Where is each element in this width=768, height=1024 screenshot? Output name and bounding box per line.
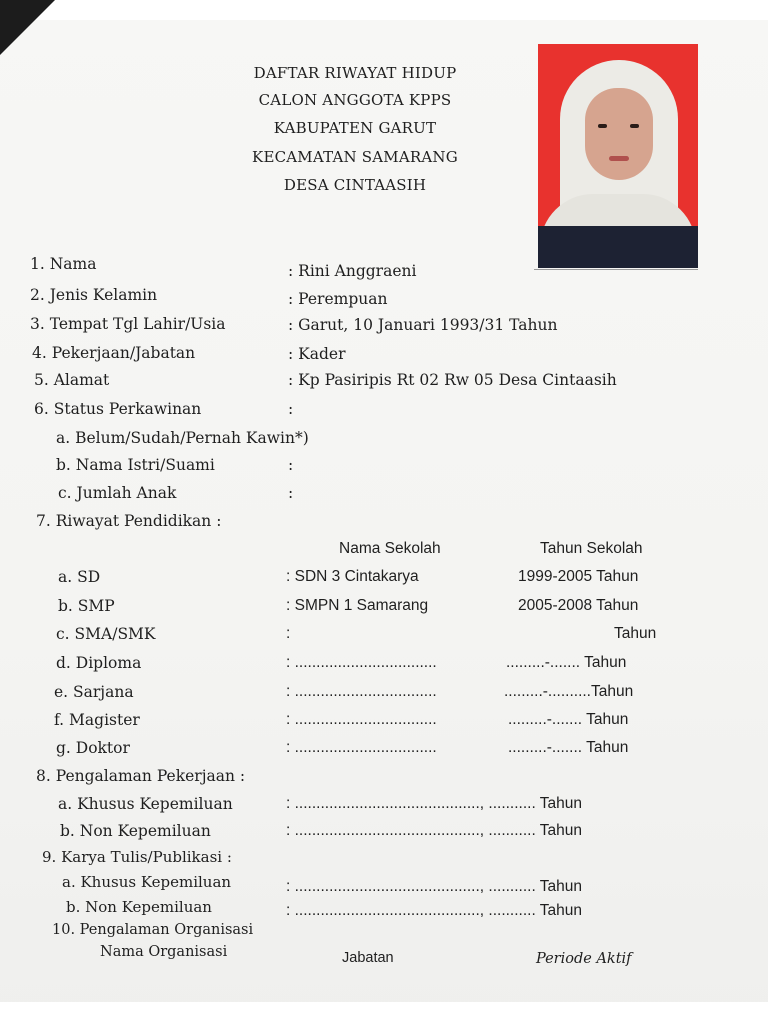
education-year: .........-....... Tahun xyxy=(508,739,629,756)
field-value: : Perempuan xyxy=(288,290,388,308)
work-label: a. Khusus Kepemiluan xyxy=(58,795,233,813)
header-subtitle: CALON ANGGOTA KPPS xyxy=(258,91,452,109)
field-value: : Rini Anggraeni xyxy=(288,262,417,280)
education-year: .........-..........Tahun xyxy=(504,683,634,700)
field-value: : xyxy=(288,456,294,474)
photo-eye-left xyxy=(598,124,607,128)
corner-fold xyxy=(0,0,55,55)
education-year: .........-....... Tahun xyxy=(506,654,627,671)
field-value: : Garut, 10 Januari 1993/31 Tahun xyxy=(288,316,558,334)
education-level: b. SMP xyxy=(58,597,115,615)
education-school: : xyxy=(286,625,291,642)
education-year: Tahun xyxy=(614,625,657,642)
field-label: 3. Tempat Tgl Lahir/Usia xyxy=(30,315,226,333)
header-village: DESA CINTAASIH xyxy=(283,176,427,194)
header-regency: KABUPATEN GARUT xyxy=(273,119,437,137)
field-label: 4. Pekerjaan/Jabatan xyxy=(32,344,196,362)
work-value: : ..........................................., ........... Tahun xyxy=(286,795,583,812)
education-level: a. SD xyxy=(58,568,101,586)
organization-col-name: Nama Organisasi xyxy=(100,944,228,960)
publications-title: 9. Karya Tulis/Publikasi : xyxy=(42,848,232,866)
field-label: c. Jumlah Anak xyxy=(58,484,177,502)
education-school: : ................................. xyxy=(286,654,437,671)
photo-face xyxy=(585,88,653,180)
field-value: : Kp Pasiripis Rt 02 Rw 05 Desa Cintaasih xyxy=(288,371,617,389)
photo-dark-clothing xyxy=(538,226,698,268)
education-school: : ................................. xyxy=(286,683,437,700)
header-district: KECAMATAN SAMARANG xyxy=(252,148,458,166)
education-school: : SDN 3 Cintakarya xyxy=(286,568,419,585)
work-label: b. Non Kepemiluan xyxy=(60,822,211,840)
education-level: g. Doktor xyxy=(56,739,130,757)
field-value: : xyxy=(288,484,294,502)
field-label: 1. Nama xyxy=(30,255,97,273)
education-level: f. Magister xyxy=(54,711,140,729)
organization-col-period: Periode Aktif xyxy=(536,951,632,967)
organization-title: 10. Pengalaman Organisasi xyxy=(52,922,254,938)
publication-label: b. Non Kepemiluan xyxy=(66,898,212,916)
education-school: : ................................. xyxy=(286,711,437,728)
education-school: : SMPN 1 Samarang xyxy=(286,597,429,614)
profile-photo xyxy=(538,44,698,268)
education-year: 1999-2005 Tahun xyxy=(518,568,639,585)
field-label: 5. Alamat xyxy=(34,371,110,389)
education-year: 2005-2008 Tahun xyxy=(518,597,639,614)
photo-lips xyxy=(609,156,629,161)
education-year: .........-....... Tahun xyxy=(508,711,629,728)
scan-bottom-margin xyxy=(0,1002,768,1024)
publication-label: a. Khusus Kepemiluan xyxy=(62,873,232,891)
field-label: 6. Status Perkawinan xyxy=(34,400,202,418)
header-title: DAFTAR RIWAYAT HIDUP xyxy=(253,64,457,82)
photo-eye-right xyxy=(630,124,639,128)
field-label: b. Nama Istri/Suami xyxy=(56,456,215,474)
field-value: : Kader xyxy=(288,345,346,363)
work-value: : ..........................................., ........... Tahun xyxy=(286,822,583,839)
education-col-year: Tahun Sekolah xyxy=(540,540,643,557)
education-title: 7. Riwayat Pendidikan : xyxy=(36,512,222,530)
publication-value: : ..........................................., ........... Tahun xyxy=(286,878,583,895)
education-level: c. SMA/SMK xyxy=(56,625,156,643)
education-level: d. Diploma xyxy=(56,654,142,672)
education-school: : ................................. xyxy=(286,739,437,756)
organization-col-position: Jabatan xyxy=(342,950,394,966)
photo-underline xyxy=(534,269,698,270)
education-col-school: Nama Sekolah xyxy=(339,540,441,557)
field-value: : xyxy=(288,400,294,418)
field-label: a. Belum/Sudah/Pernah Kawin*) xyxy=(56,429,309,447)
education-level: e. Sarjana xyxy=(54,683,134,701)
work-title: 8. Pengalaman Pekerjaan : xyxy=(36,767,246,785)
field-label: 2. Jenis Kelamin xyxy=(30,286,158,304)
scan-top-margin xyxy=(0,0,768,20)
publication-value: : ..........................................., ........... Tahun xyxy=(286,902,583,919)
